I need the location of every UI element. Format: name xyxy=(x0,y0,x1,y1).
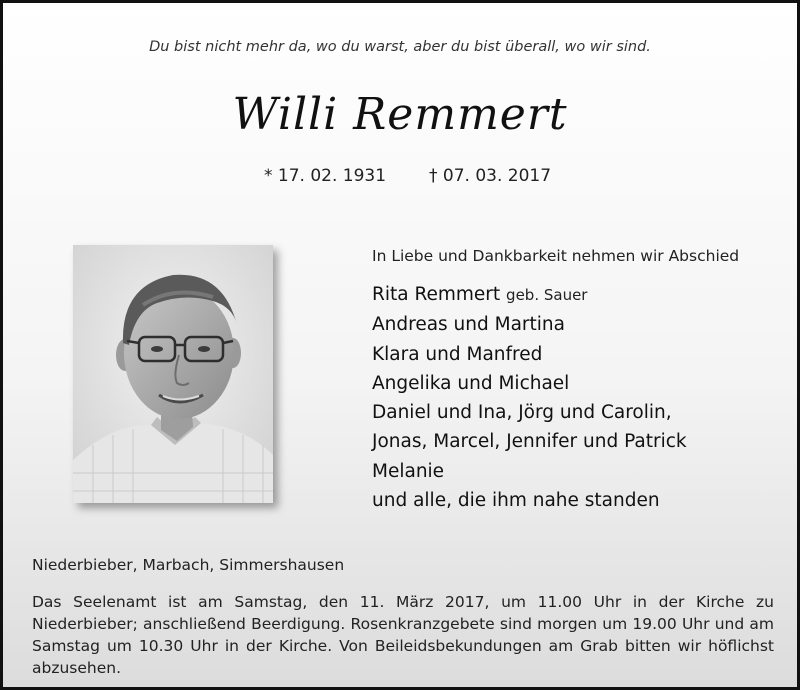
motto-quote: Du bist nicht mehr da, wo du warst, aber du bist überall, wo wir sind. xyxy=(149,39,651,55)
mourner-entry: Daniel und Ina, Jörg und Carolin, xyxy=(372,402,672,424)
mourner-entry: Angelika und Michael xyxy=(372,372,570,394)
ceremony-details: Das Seelenamt ist am Samstag, den 11. März 2017, um 11.00 Uhr in der Kirche zu Niederbieber; anschließend Beerdigung. Rosenkranzgebete sind morgen um 19.00 Uhr und am Samstag um 10.30 Uhr in der Kirche. Von Beileidsbekundungen am Grab bitten wir höflichst abzusehen. xyxy=(32,593,774,677)
mourner-entry: Rita Remmert geb. Sauer xyxy=(372,284,588,305)
death-date: † 07. 03. 2017 xyxy=(429,166,552,186)
mourner-entry: Jonas, Marcel, Jennifer und Patrick xyxy=(372,431,687,453)
mourner-entry: und alle, die ihm nahe standen xyxy=(372,490,660,512)
portrait-photo-icon xyxy=(73,245,273,503)
maiden-name: geb. Sauer xyxy=(506,286,588,304)
mourner-entry: Andreas und Martina xyxy=(372,314,565,336)
mourner-entry: Klara und Manfred xyxy=(372,343,543,365)
birth-date: * 17. 02. 1931 xyxy=(264,166,387,186)
farewell-intro: In Liebe und Dankbarkeit nehmen wir Abschied xyxy=(372,247,740,265)
portrait-photo xyxy=(73,245,273,503)
deceased-name: Willi Remmert xyxy=(232,89,568,140)
mourner-entry: Melanie xyxy=(372,460,445,482)
mourner-list xyxy=(372,280,687,515)
places-line: Niederbieber, Marbach, Simmershausen xyxy=(32,556,345,574)
